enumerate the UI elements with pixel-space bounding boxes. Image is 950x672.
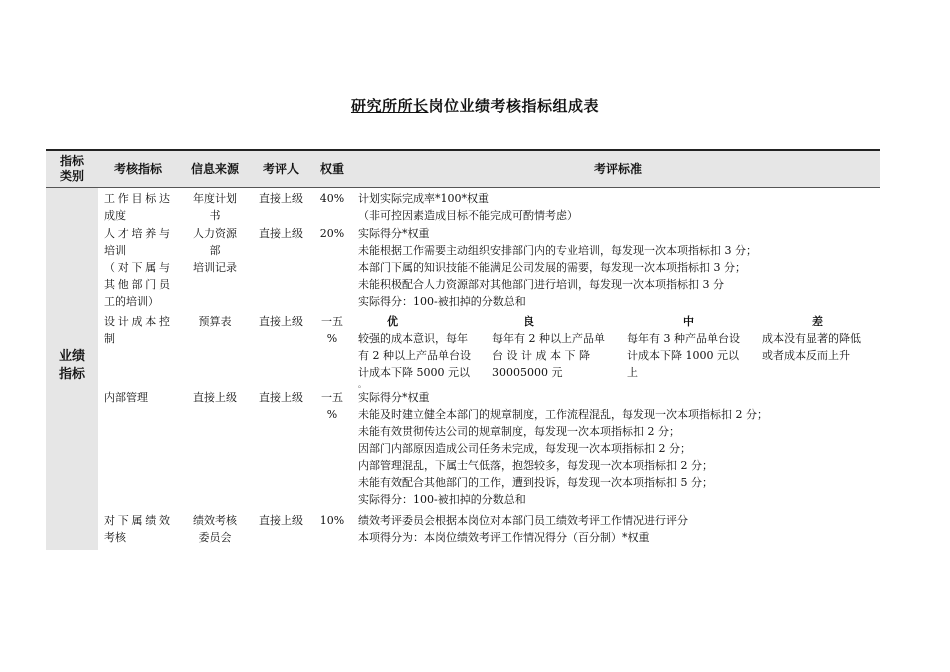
grade-text [492, 330, 605, 381]
table-row-source [182, 389, 248, 406]
category-label-line: 业绩 [58, 349, 85, 364]
source-line: 直接上级 [193, 391, 237, 404]
header-category [46, 151, 98, 187]
table-row-standard [358, 190, 578, 224]
standard-line: 实际得分*权重 [358, 391, 430, 404]
grade-label: 差 [812, 315, 823, 328]
indicator-line: 其他部门员 [104, 278, 170, 291]
header-source: 信息来源 [190, 161, 239, 176]
source-line: 预算表 [198, 315, 232, 328]
standard-line: 未能根据工作需要主动组织安排部门内的专业培训，每发现一次本项指标扣 3 分； [358, 244, 757, 257]
table-row-source [182, 190, 248, 224]
table-row-standard [358, 512, 688, 546]
grade-text [762, 330, 861, 364]
standard-line: 实际得分：100-被扣掉的分数总和 [358, 295, 526, 308]
title-rest: 岗位业绩考核指标组成表 [428, 97, 600, 115]
header-weight: 权重 [319, 161, 344, 176]
indicator-line: 考核 [104, 531, 126, 544]
table-row-source [182, 313, 248, 330]
table-row-source [182, 512, 248, 546]
grade-text-line: 或者成本反而上升 [762, 349, 850, 362]
weight-line: % [326, 332, 338, 345]
grade-text-line: 计成本下降 5000 元以 [358, 366, 470, 379]
standard-line: （非可控因素造成目标不能完成可酌情考虑） [358, 209, 578, 222]
table-row-assessor: 直接上级 [259, 391, 303, 404]
grade-text [358, 330, 471, 389]
table-row-assessor: 直接上级 [259, 227, 303, 240]
standard-line: 未能有效贯彻传达公司的规章制度，每发现一次本项指标扣 2 分； [358, 425, 680, 438]
grade-text-line: 有 2 种以上产品单台设 [358, 349, 471, 362]
header-indicator: 考核指标 [113, 161, 162, 176]
standard-line: 实际得分*权重 [358, 227, 430, 240]
standard-line: 本项得分为：本岗位绩效考评工作情况得分（百分制）*权重 [358, 531, 650, 544]
weight-line: 一五 [321, 391, 343, 404]
grade-label: 优 [387, 315, 398, 328]
table-row-assessor: 直接上级 [259, 192, 303, 205]
indicator-line: 工的培训） [104, 295, 159, 308]
title-underlined: 研究所所长 [350, 97, 429, 115]
header-standard: 考评标准 [593, 161, 642, 176]
indicator-line: 成度 [104, 209, 126, 222]
weight-line: 一五 [321, 315, 343, 328]
grade-text-line: 较强的成本意识，每年 [358, 332, 468, 345]
standard-line: 未能及时建立健全本部门的规章制度，工作流程混乱，每发现一次本项指标扣 2 分； [358, 408, 768, 421]
grade-text-line: 每年有 3 种产品单台设 [627, 332, 740, 345]
grade-text [627, 330, 740, 381]
table-row-weight: 20% [319, 227, 345, 240]
grade-text-line: 上 [627, 366, 638, 379]
table-row-indicator [104, 190, 170, 224]
source-line: 部 [209, 244, 221, 257]
table-row-weight [312, 313, 352, 347]
table-row-assessor: 直接上级 [259, 315, 303, 328]
table-row-weight: 40% [319, 192, 345, 205]
table-row-standard [358, 225, 757, 310]
standard-line: 未能积极配合人力资源部对其他部门进行培训，每发现一次本项指标扣 3 分 [358, 278, 724, 291]
header-assessor: 考评人 [262, 161, 299, 176]
indicator-line: 设计成本控 [104, 315, 170, 328]
source-line: 绩效考核 [193, 514, 237, 527]
table-row-indicator [104, 225, 170, 310]
grade-text-line: 台 设 计 成 本 下 降 [492, 349, 590, 362]
stray-mark: 。 [358, 380, 366, 389]
grade-label: 良 [523, 315, 534, 328]
table-row-assessor: 直接上级 [259, 514, 303, 527]
category-label [46, 348, 98, 384]
category-label-line: 指标 [58, 367, 85, 382]
grade-text-line: 每年有 2 种以上产品单 [492, 332, 605, 345]
standard-line: 计划实际完成率*100*权重 [358, 192, 489, 205]
standard-line: 内部管理混乱，下属士气低落，抱怨较多，每发现一次本项指标扣 2 分； [358, 459, 713, 472]
indicator-line: 内部管理 [104, 391, 148, 404]
grade-text-line: 计成本下降 1000 元以 [627, 349, 739, 362]
standard-line: 本部门下属的知识技能不能满足公司发展的需要，每发现一次本项指标扣 3 分； [358, 261, 746, 274]
table-header-rule [46, 187, 880, 188]
grade-text-line: 30005000 元 [492, 366, 563, 379]
indicator-line: 培训 [104, 244, 126, 257]
indicator-line: 对下属绩效 [104, 514, 170, 527]
page-title [0, 95, 950, 116]
source-line: 书 [209, 209, 221, 222]
header-category-line: 类别 [59, 169, 84, 183]
header-category-line: 指标 [59, 154, 84, 168]
table-row-weight [312, 389, 352, 423]
table-row-indicator [104, 512, 170, 546]
grade-label: 中 [683, 315, 694, 328]
standard-line: 实际得分：100-被扣掉的分数总和 [358, 493, 526, 506]
source-line: 人力资源 [193, 227, 237, 240]
indicator-line: 制 [104, 332, 115, 345]
weight-line: % [326, 408, 338, 421]
standard-line: 因部门内部原因造成公司任务未完成，每发现一次本项指标扣 2 分； [358, 442, 691, 455]
source-line: 委员会 [198, 531, 232, 544]
table-row-weight: 10% [319, 514, 345, 527]
indicator-line: 工作目标达 [104, 192, 170, 205]
table-row-indicator [104, 313, 170, 347]
table-row-standard [358, 389, 768, 508]
standard-line: 绩效考评委员会根据本岗位对本部门员工绩效考评工作情况进行评分 [358, 514, 688, 527]
table-row-indicator [104, 389, 148, 406]
table-row-source [182, 225, 248, 276]
grade-text-line: 成本没有显著的降低 [762, 332, 861, 345]
source-line: 年度计划 [193, 192, 237, 205]
indicator-line: （对下属与 [104, 261, 170, 274]
indicator-line: 人才培养与 [104, 227, 170, 240]
standard-line: 未能有效配合其他部门的工作，遭到投诉，每发现一次本项指标扣 5 分； [358, 476, 713, 489]
source-line: 培训记录 [193, 261, 237, 274]
